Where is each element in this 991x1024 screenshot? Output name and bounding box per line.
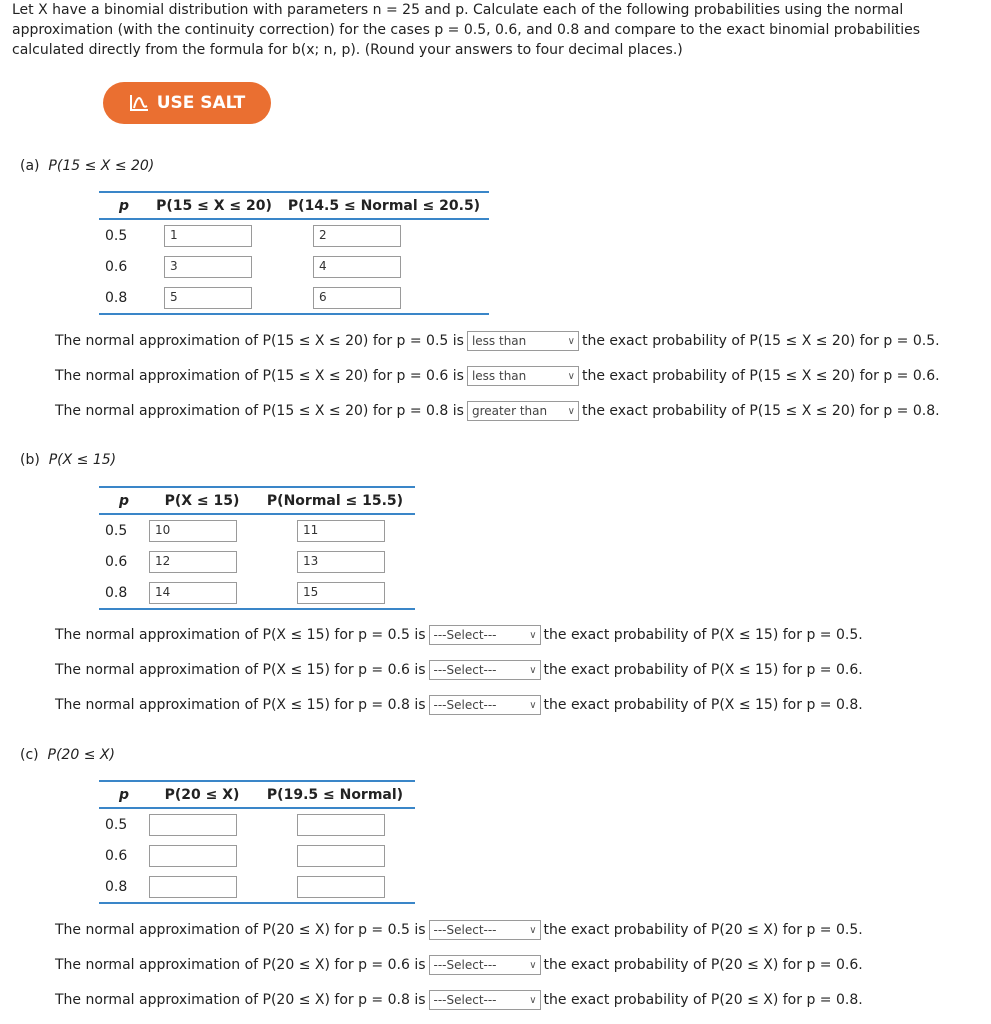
answer-input[interactable] [297,845,385,867]
answer-input[interactable] [297,876,385,898]
intro-line-3: calculated directly from the formula for b(x; n, p). (Round your answers to four decimal places.) [12,42,683,58]
comparison-sentence: The normal approximation of P(15 ≤ X ≤ 20) for p = 0.8 is greater than ∨ the exact probability of P(15 ≤ X ≤ 20) for p = 0.8. [55,403,940,419]
comparison-sentence: The normal approximation of P(20 ≤ X) for p = 0.8 is ---Select--- ∨ the exact probability of P(20 ≤ X) for p = 0.8. [55,992,863,1008]
salt-chart-icon [129,94,149,112]
comparison-select[interactable]: less than ∨ [467,366,579,386]
answer-input[interactable]: 10 [149,520,237,542]
table-row [99,282,489,314]
answer-input[interactable]: 14 [149,582,237,604]
p-value: 0.8 [99,577,149,609]
answer-input[interactable]: 11 [297,520,385,542]
table-row [99,546,415,577]
col-p-header: p [99,487,149,514]
chevron-down-icon: ∨ [529,664,537,676]
chevron-down-icon: ∨ [567,405,575,417]
chevron-down-icon: ∨ [529,994,537,1006]
comparison-select[interactable]: ---Select--- ∨ [429,660,541,680]
p-value: 0.6 [105,258,128,275]
table-row [99,871,415,903]
problem-statement [12,0,977,60]
comparison-sentence: The normal approximation of P(20 ≤ X) for p = 0.6 is ---Select--- ∨ the exact probability of P(20 ≤ X) for p = 0.6. [55,957,863,973]
part-b-table [99,486,415,610]
table-row [99,577,415,609]
col-p-header: p [99,192,149,219]
col-normal-header: P(14.5 ≤ Normal ≤ 20.5) [279,192,489,219]
p-value: 0.5 [105,522,128,539]
col-normal-header: P(19.5 ≤ Normal) [255,781,415,808]
comparison-select[interactable]: greater than ∨ [467,401,579,421]
p-value: 0.8 [99,282,149,314]
p-value: 0.8 [99,871,149,903]
comparison-select[interactable]: less than ∨ [467,331,579,351]
comparison-sentence: The normal approximation of P(X ≤ 15) for p = 0.6 is ---Select--- ∨ the exact probability of P(X ≤ 15) for p = 0.6. [55,662,863,678]
answer-input[interactable]: 12 [149,551,237,573]
answer-input[interactable]: 3 [164,256,252,278]
p-value: 0.5 [105,816,128,833]
chevron-down-icon: ∨ [529,629,537,641]
part-c-label: (c) P(20 ≤ X) [20,747,115,763]
table-row [99,808,415,840]
answer-input[interactable]: 4 [313,256,401,278]
comparison-select[interactable]: ---Select--- ∨ [429,955,541,975]
answer-input[interactable]: 2 [313,225,401,247]
intro-line-1: Let X have a binomial distribution with parameters n = 25 and p. Calculate each of the following probabilities using the normal [12,2,904,18]
answer-input[interactable]: 5 [164,287,252,309]
table-row [99,251,489,282]
answer-input[interactable]: 13 [297,551,385,573]
part-a-label: (a) P(15 ≤ X ≤ 20) [20,158,155,174]
comparison-sentence: The normal approximation of P(X ≤ 15) for p = 0.8 is ---Select--- ∨ the exact probability of P(X ≤ 15) for p = 0.8. [55,697,863,713]
answer-input[interactable]: 1 [164,225,252,247]
comparison-sentence: The normal approximation of P(15 ≤ X ≤ 20) for p = 0.5 is less than ∨ the exact probability of P(15 ≤ X ≤ 20) for p = 0.5. [55,333,940,349]
table-row [99,514,415,546]
comparison-select[interactable]: ---Select--- ∨ [429,695,541,715]
comparison-sentence: The normal approximation of P(X ≤ 15) for p = 0.5 is ---Select--- ∨ the exact probability of P(X ≤ 15) for p = 0.5. [55,627,863,643]
col-exact-header: P(15 ≤ X ≤ 20) [149,192,279,219]
col-p-header: p [99,781,149,808]
chevron-down-icon: ∨ [567,370,575,382]
table-row [99,840,415,871]
col-normal-header: P(Normal ≤ 15.5) [255,487,415,514]
col-exact-header: P(X ≤ 15) [149,487,255,514]
p-value: 0.6 [105,847,128,864]
part-a-table [99,191,489,315]
use-salt-label: USE SALT [156,93,246,113]
comparison-sentence: The normal approximation of P(15 ≤ X ≤ 20) for p = 0.6 is less than ∨ the exact probability of P(15 ≤ X ≤ 20) for p = 0.6. [55,368,940,384]
chevron-down-icon: ∨ [567,335,575,347]
p-value: 0.6 [105,553,128,570]
answer-input[interactable]: 6 [313,287,401,309]
part-b-label: (b) P(X ≤ 15) [20,452,117,468]
use-salt-button[interactable] [103,82,271,124]
comparison-select[interactable]: ---Select--- ∨ [429,920,541,940]
chevron-down-icon: ∨ [529,699,537,711]
chevron-down-icon: ∨ [529,959,537,971]
answer-input[interactable] [149,845,237,867]
comparison-sentence: The normal approximation of P(20 ≤ X) for p = 0.5 is ---Select--- ∨ the exact probability of P(20 ≤ X) for p = 0.5. [55,922,863,938]
p-value: 0.5 [105,227,128,244]
part-c-table [99,780,415,904]
chevron-down-icon: ∨ [529,924,537,936]
answer-input[interactable] [297,814,385,836]
comparison-select[interactable]: ---Select--- ∨ [429,990,541,1010]
answer-input[interactable]: 15 [297,582,385,604]
intro-line-2: approximation (with the continuity correction) for the cases p = 0.5, 0.6, and 0.8 and compare to the exact binomial probabilities [12,22,921,38]
table-row [99,219,489,251]
comparison-select[interactable]: ---Select--- ∨ [429,625,541,645]
answer-input[interactable] [149,876,237,898]
answer-input[interactable] [149,814,237,836]
col-exact-header: P(20 ≤ X) [149,781,255,808]
